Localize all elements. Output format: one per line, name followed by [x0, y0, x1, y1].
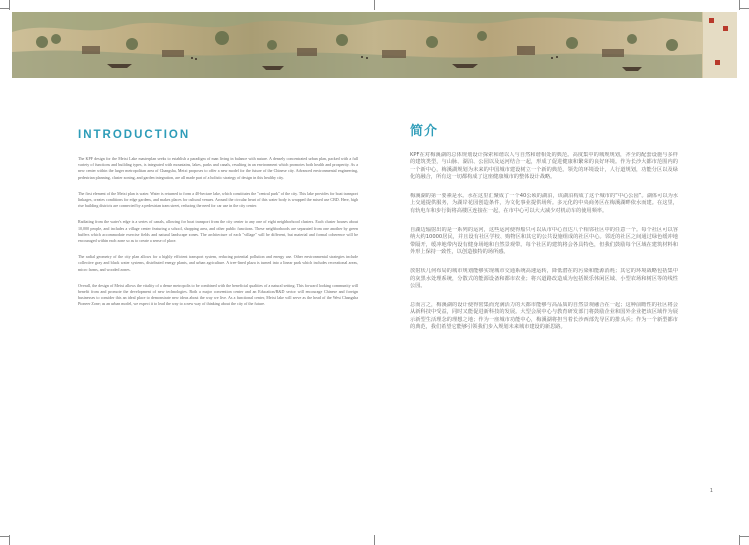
zh-paragraph-4: 放射状几何布局的城市规划能够实现城市交通系统高速运转，降低潜在的污染和能源消耗；其它的环境战略包括集中的灰黑水处理系统，分散式的能源设备和都市农业；将兴道路改造成为包括娱乐休闲区域、小型农场和树区等的线性公园。 — [410, 268, 678, 289]
crop-mark — [9, 0, 10, 10]
crop-mark — [739, 0, 740, 10]
zh-paragraph-1: KPF在对梅溪湖的总体规划设计探索和谐以人与自然和谐相处的典范。高度集中的城规规划，齐全的配套设施与多样的建筑类型，与山脉、湖泊、公园以及运河结合一起，形成了促进健康和繁荣的良好环境。作为长沙大都市范围内的一个新中心，梅溪湖规划为未来的中国城市建设树立一个新的典范。领先的环境设计，人行道规划，功能分区以及绿化的融合，所有这一切都构成了这座健康城市的整体设计战略。 — [410, 152, 678, 180]
seal-stamp-icon — [723, 26, 728, 31]
chinese-title: 简介 — [410, 124, 439, 139]
crop-mark — [374, 535, 375, 545]
painting-illustration — [12, 12, 737, 78]
intro-paragraph-2: The first element of the Meixi plan is water. Water is returned to form a 40-hectare lake, which constitutes the "central park" of the city. This lake provides for boat transport linkages, creates conditions for edge gardens, and makes places for cultural venues. Around the circular heart of this water body is wrapped the mixed use CBD. Here, high rise building districts are connected by a pedestrian tram street, reducing the need for car use in the city center. — [78, 190, 358, 209]
crop-mark — [739, 8, 749, 9]
intro-paragraph-5: Overall, the design of Meixi allows the vitality of a dense metropolis to be combined with the beneficial qualities of a natural setting. This forward looking community will benefit from and promote the development of new technologies. Both a major convention center and an Education/R&D sector will encourage Chinese and foreign businesses to consider this an ideal place to demonstrate new ideas about the way we live. As a functional center, Meixi lake will serve as the head of the West Changsha Pioneer Zone; as an urban model, we expect it to lead the way to a new way of thinking about the city of the future. — [78, 282, 358, 307]
crop-mark — [9, 535, 10, 545]
intro-paragraph-1: The KPF design for the Meixi Lake masterplan seeks to establish a paradigm of man living in balance with nature. A densely concentrated urban plan, packed with a full variety of functions and building types, is integrated with mountains, lakes, parks and canals, resulting in an environment which promotes both health and prosperity. As a new center within the larger metropolitan area of Changsha, Meixi proposes to offer a new model for the future of the Chinese city. Advanced environmental engineering, pedestrian planning, cluster zoning, and garden integration, are all made part of a holistic strategy of design in this healthy city. — [78, 156, 358, 180]
crop-mark — [739, 535, 740, 545]
zh-paragraph-2: 梅溪湖的第一要素是水。水在这里汇聚成了一个40公顷的湖泊，该湖泊构成了这个城市的“中心公园”。湖体可以为水上交通提供服务，为湖岸花园创造条件，为文化事业提供场所。多元化的中央商务区在梅溪湖畔依水而建。在这里，有轨电车和步行街将高楼区连接在一起，在市中心可以大大减少对机动车的使用频率。 — [410, 193, 678, 214]
page-number: 1 — [710, 488, 713, 494]
scroll-painting-banner — [12, 12, 737, 78]
introduction-title: INTRODUCTION — [78, 129, 191, 141]
crop-mark — [374, 0, 375, 10]
calligraphy-panel — [703, 12, 737, 78]
zh-paragraph-3: 自湖边辐射出的是一系列的运河，这些运河使得船只可以从市中心直达八个相邻社区中的任意一个。每个社区可以容纳大约10000居民，并且设有社区学校、购物区和其它的公共设施组成的社区中心。邻近的社区之间通过绿色缓冲地带隔开，缓冲地带内设有健身场地和自然景观带。每个社区的建筑将会各具特色，但我们鼓励每个区域在建筑材料和外形上保持一致性，以创造独特的场所感。 — [410, 227, 678, 255]
chinese-introduction — [410, 124, 678, 343]
english-introduction — [78, 128, 358, 318]
intro-paragraph-4: The radial geometry of the city plan allows for a highly efficient transport system, reducing potential pollution and energy use. Other environmental strategies include collective gray and black water systems, distributed energy plants, and urban agriculture. A tree-lined plaza is turned into a linear park which includes recreational areas, micro farms, and wooded zones. — [78, 254, 358, 272]
crop-mark — [739, 536, 749, 537]
intro-paragraph-3: Radiating from the water's edge is a series of canals, allowing for boat transport from the city center to any one of eight neighborhood clusters. Each cluster houses about 10,000 people, and includes a village center featuring a school, shopping area, and other public functions. These neighborhoods are separated from one another by green buffers which accommodate exercise fields and natural landscape zones. The architecture of each "village" will be different, but material and formal coherence will be encouraged within each zone so as to create a sense of place. — [78, 219, 358, 244]
zh-paragraph-5: 总而言之，梅溪湖的设计使得密集而充满活力的大都市能够与高品质的自然景观融合在一起；这种前瞻性的社区将会从新科技中受益，同时又能促进新科技的发展。大型会展中心与教育研发部门将鼓励企业和国外企业把该区域作为展示新型生活理念的理想之地；作为一座城市功能中心，梅溪湖将担当着长沙西部先导区的排头兵；作为一个新型都市的典范，我们希望它能够引领我们步入规划未来城市建设的新思路。 — [410, 302, 678, 331]
seal-stamp-icon — [715, 60, 720, 65]
seal-stamp-icon — [709, 18, 714, 23]
